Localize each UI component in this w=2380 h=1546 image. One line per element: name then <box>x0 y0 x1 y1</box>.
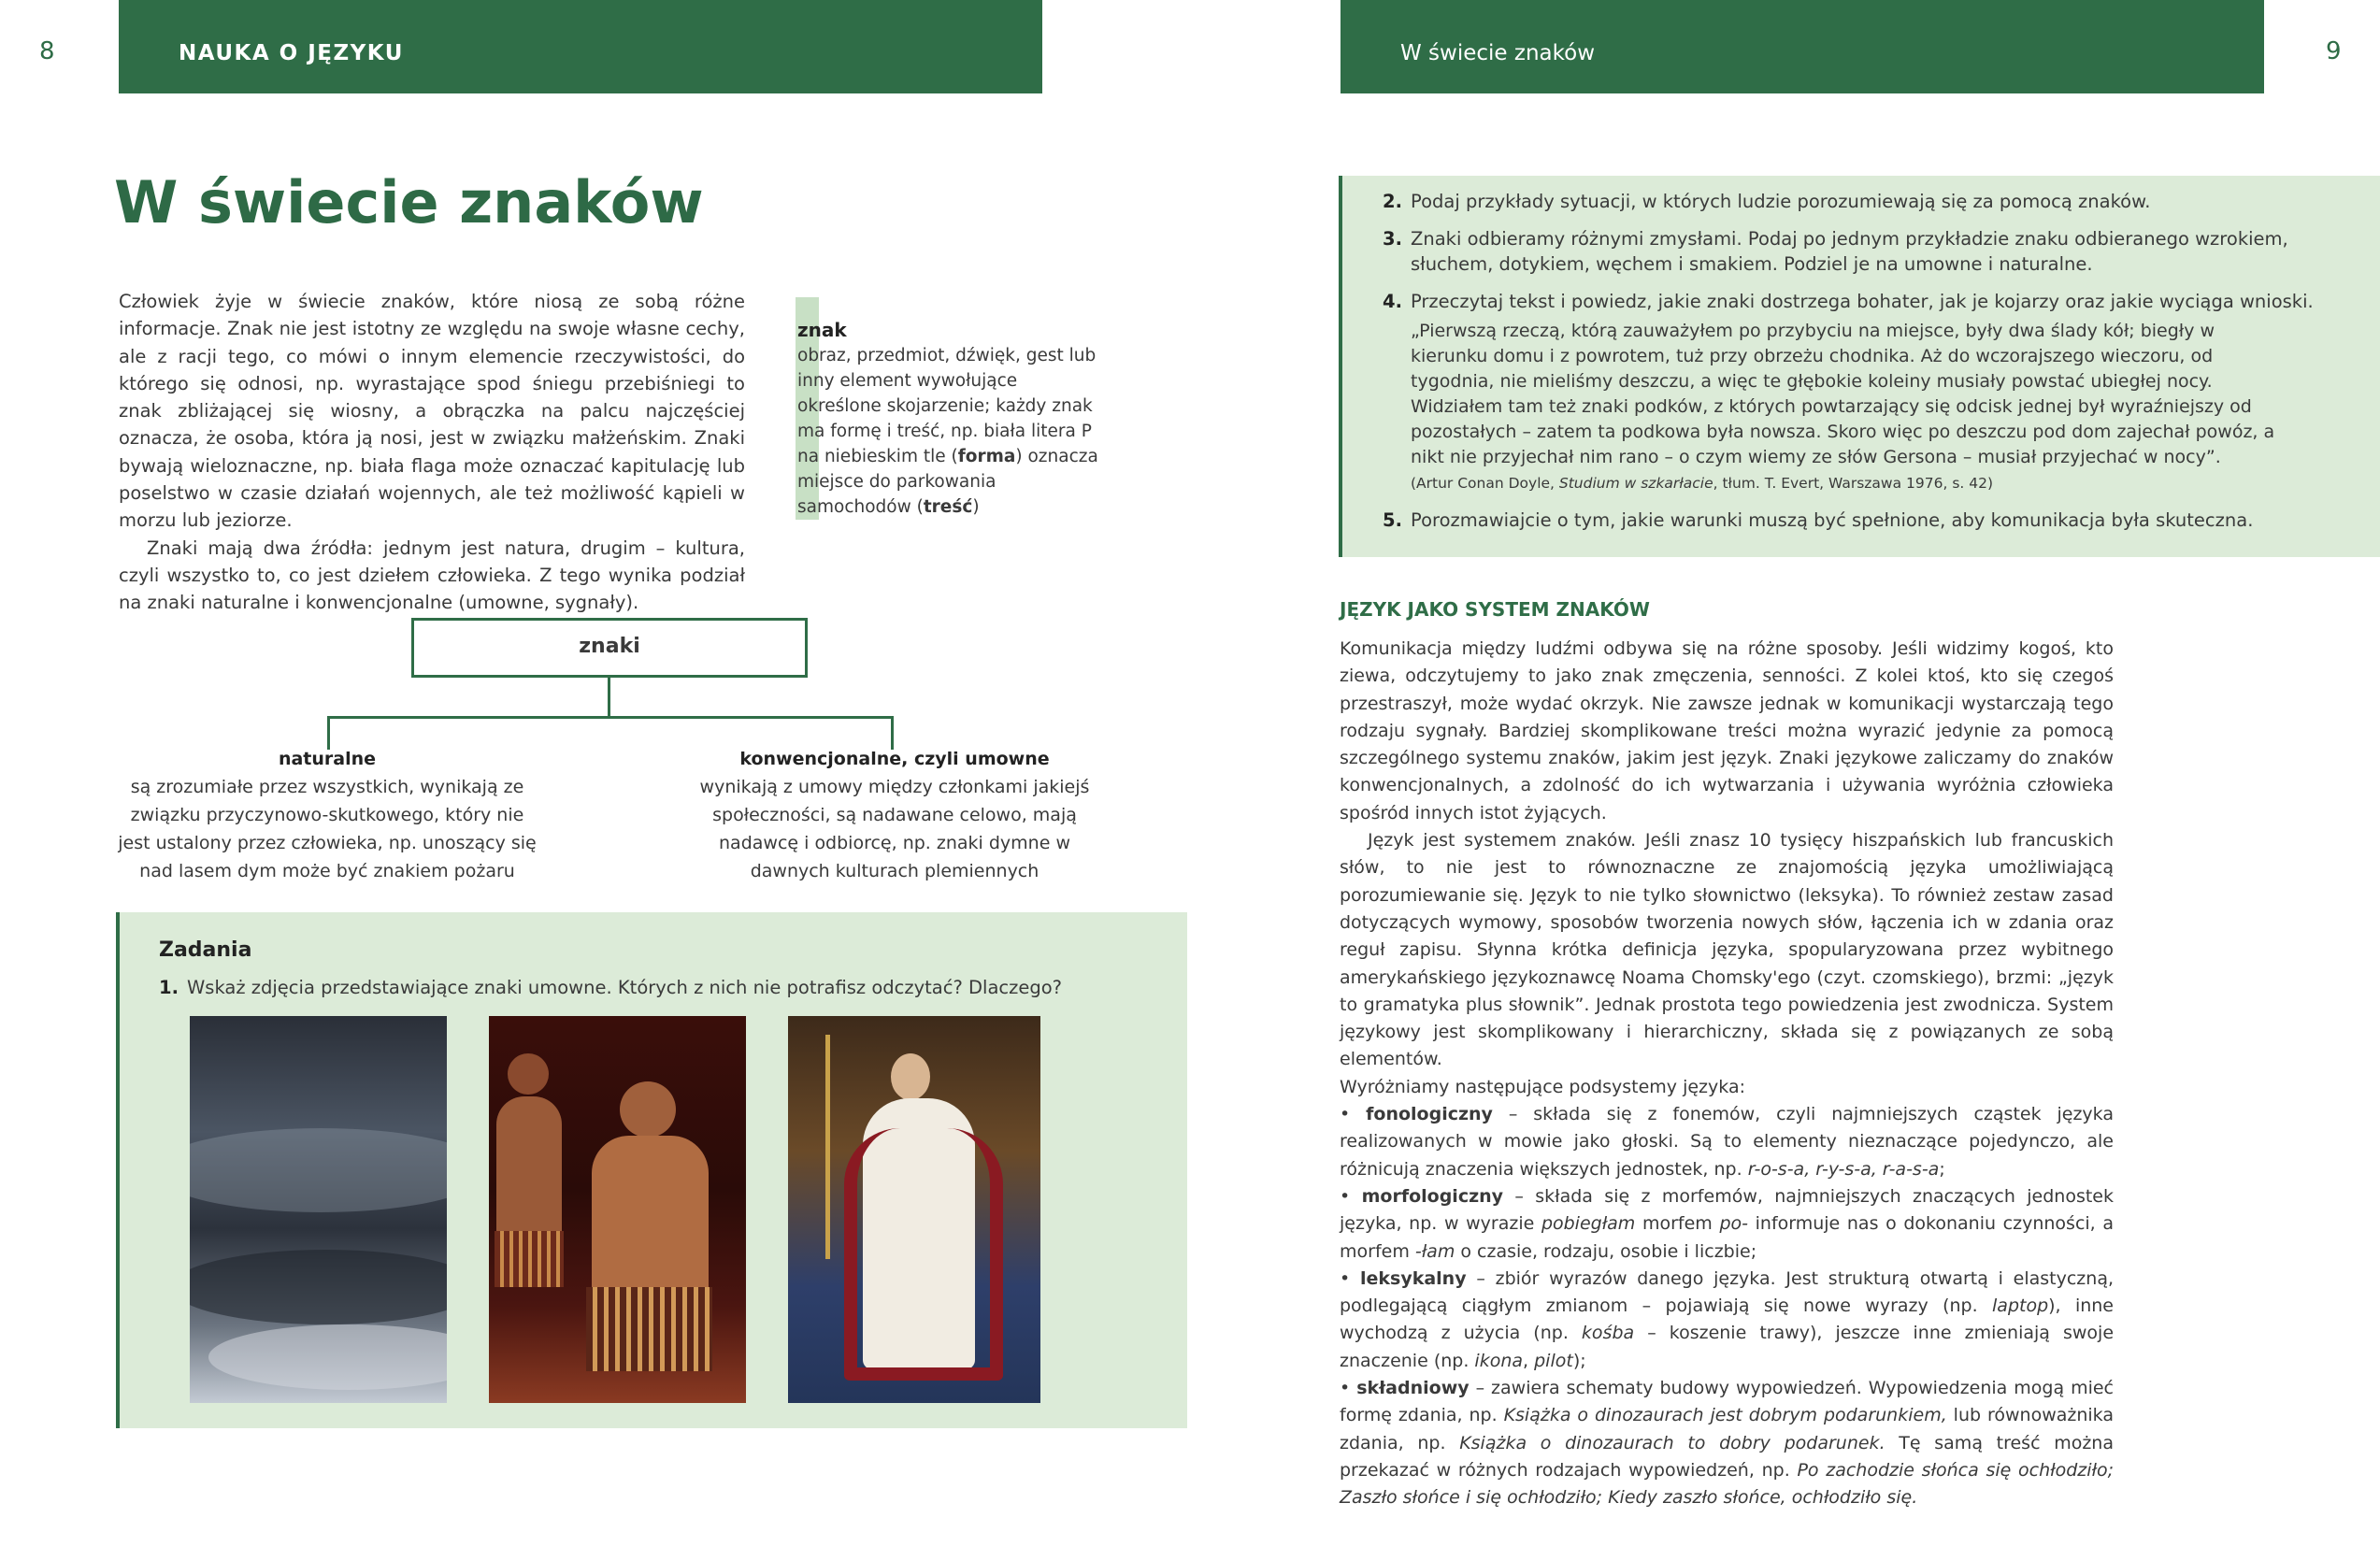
task-1-number: 1. <box>159 977 179 998</box>
tree-connector-vertical <box>608 675 610 717</box>
task-4 <box>1383 289 2317 314</box>
tree-leaf-conventional-title: konwencjonalne, czyli umowne <box>739 749 1050 769</box>
tree-leaf-conventional-text: wynikają z umowy między członkami jakiejś społeczności, są nadawane celowo, mają nadawcę i odbiorcę, np. znaki dymne w dawnych kulturach plemiennych <box>699 777 1090 881</box>
language-paragraph-3: Wyróżniamy następujące podsystemy języka: <box>1340 1076 1745 1097</box>
subsystem-morphological <box>1340 1183 2114 1266</box>
task-5-text: Porozmawiajcie o tym, jakie warunki muszą być spełnione, aby komunikacja była skuteczna. <box>1411 509 2254 531</box>
task-4-number: 4. <box>1383 291 1402 312</box>
subsystem-syntactic-text-b: lub równoważnika zdania, np. <box>1340 1405 2114 1453</box>
language-paragraph-1: Komunikacja między ludźmi odbywa się na różne sposoby. Jeśli widzimy kogoś, kto ziewa, odczytujemy to jako znak zmęczenia, senności. Z kolei ktoś, kto się czegoś przestraszył, może wydać okrzyk. Nie zawsze jednak w komunikacji wystarczają tego rodzaju sygnały. Bardziej skomplikowane treści można wyrazić jedynie za pomocą szczególnego systemu znaków, jakim jest język. Znaki językowe zaliczamy do znaków konwencjonalnych, a zdolność do ich wytwarzania i używania wyróżnia człowieka spośród innych istot żyjących. <box>1340 638 2114 823</box>
subsystem-lexical-text-e: ); <box>1572 1350 1586 1371</box>
subsystem-morphological-text-c: informuje nas o dokonaniu czynności, a morfem <box>1340 1213 2114 1262</box>
bullet: • <box>1340 1378 1351 1399</box>
subsystem-morphological-label: morfologiczny <box>1361 1185 1504 1207</box>
subsystem-phonological-text: – składa się z fonemów, czyli najmniejszych cząstek języka realizowanych w mowie jako głoski. Są to elementy nieznaczące pojedynczo, ale różnicują znaczenia większych jednostek, np. <box>1340 1104 2114 1180</box>
subsystem-lexical-word-4: pilot <box>1534 1350 1573 1371</box>
page-title: W świecie znaków <box>114 168 704 236</box>
intro-paragraph-2: Znaki mają dwa źródła: jednym jest natura, drugim – kultura, czyli wszystko to, co jest dziełem człowieka. Z tego wynika podział na znaki naturalne i konwencjonalne (umowne, sygnały). <box>119 537 745 614</box>
definition-text-3: ) <box>972 497 980 517</box>
subsystem-lexical-word-3: ikona <box>1474 1350 1524 1371</box>
task-4-quote: „Pierwszą rzeczą, którą zauważyłem po przybyciu na miejsce, były dwa ślady kół; biegły w kierunku domu i z powrotem, tuż przy obrzeżu chodnika. Aż do wczorajszego wieczoru, od tygodnia, nie mieliśmy deszczu, a więc te głębokie koleiny musiały powstać ubiegłej nocy. Widziałem tam też znaki podków, z których powtarzający się odcisk jednej był wyraźniejszy od pozostałych – zatem ta podkowa była nowsza. Skoro więc po deszczu pod dom zajechał powóz, a nikt nie przyjechał nim rano – o czym wiemy ze słów Gersona – musiał przyjechać w nocy”. <box>1411 321 2275 467</box>
subsystem-syntactic-example-2: Książka o dinozaurach to dobry podarunek. <box>1459 1432 1885 1453</box>
task-5-number: 5. <box>1383 509 1402 531</box>
intro-paragraph-1: Człowiek żyje w świecie znaków, które niosą ze sobą różne informacje. Znak nie jest istotny ze względu na swoje własne cechy, ale z racji tego, co mówi o innym elemencie rzeczywistości, do którego się odnosi, np. wyrastające spod śniegu przebiśniegi to znak zbliżającej się wiosny, a obrączka na palcu najczęściej oznacza, że osoba, która ją nosi, jest w związku małżeńskim. Znaki bywają wieloznaczne, np. biała flaga może oznaczać kapitulację lub poselstwo w czasie działań wojennych, ale też możliwość kąpieli w morzu lub jeziorze. <box>119 291 745 532</box>
citation-title: Studium w szkarłacie <box>1558 475 1713 492</box>
section-header-left-label: NAUKA O JĘZYKU <box>179 41 404 65</box>
section-header-right-label: W świecie znaków <box>1400 41 1596 65</box>
section-heading-language: JĘZYK JAKO SYSTEM ZNAKÓW <box>1340 598 1650 621</box>
definition-text-1: obraz, przedmiot, dźwięk, gest lub inny element wywołujące określone skojarzenie; każdy znak ma formę i treść, np. biała litera P na niebieskim tle ( <box>797 346 1097 466</box>
tasks-box-bar <box>116 912 120 1428</box>
tree-leaf-natural <box>112 745 542 885</box>
definition-box <box>797 318 1106 520</box>
section-header-left <box>119 0 1042 93</box>
definition-text <box>797 343 1106 520</box>
definition-bold-form: forma <box>957 447 1016 466</box>
definition-bold-content: treść <box>923 497 973 517</box>
task-4-text: Przeczytaj tekst i powiedz, jakie znaki dostrzega bohater, jak je kojarzy oraz jakie wyciąga wnioski. <box>1411 291 2314 312</box>
subsystem-syntactic-text-c: Tę samą treść można przekazać w różnych rodzajach wypowiedzeń, np. <box>1340 1432 2114 1481</box>
subsystem-lexical-text-a: – zbiór wyrazów danego języka. Jest strukturą otwartą i elastyczną, podlegającą ciągłym zmianom – pojawiają się nowe wyrazy (np. <box>1340 1267 2114 1317</box>
task-3 <box>1383 226 2317 277</box>
definition-text-2: ) oznacza miejsce do parkowania samochodów ( <box>797 447 1098 517</box>
subsystem-morphological-morpheme-2: -łam <box>1414 1240 1455 1262</box>
subsystem-syntactic-label: składniowy <box>1356 1378 1470 1399</box>
tree-leaf-conventional <box>680 745 1110 885</box>
photo-napoleon-portrait <box>788 1016 1040 1403</box>
task-3-text: Znaki odbieramy różnymi zmysłami. Podaj po jednym przykładzie znaku odbieranego wzrokiem, słuchem, dotykiem, węchem i smakiem. Podziel je na umowne i naturalne. <box>1411 228 2288 275</box>
tasks-heading: Zadania <box>159 938 252 962</box>
subsystem-lexical-text-c: – koszenie trawy), jeszcze inne zmieniają swoje znaczenie (np. <box>1340 1323 2115 1371</box>
tree-connector-horizontal <box>327 716 894 719</box>
language-system-text <box>1340 636 2114 1512</box>
subsystem-morphological-text-a: – składa się z morfemów, najmniejszych znaczących jednostek języka, np. w wyrazie <box>1340 1185 2114 1235</box>
subsystem-phonological-label: fonologiczny <box>1366 1104 1493 1125</box>
subsystem-morphological-text-b: morfem <box>1635 1213 1720 1235</box>
subsystem-lexical-text-b: ), inne wychodzą z użycia (np. <box>1340 1295 2114 1344</box>
language-paragraph-2: Język jest systemem znaków. Jeśli znasz 10 tysięcy hiszpańskich lub francuskich słów, to nie jest to równoznaczne ze znajomością języka umożliwiającą porozumiewanie się. Język to nie tylko słownictwo (leksyka). To również zestaw zasad dotyczących wymowy, sposobów tworzenia nowych słów, łączenia ich w zdania oraz reguł zapisu. Słynna krótka definicja języka, spopularyzowana przez wybitnego amerykańskiego językoznawcę Noama Chomsky'ego (czyt. czomskiego), brzmi: „język to gramatyka plus słownik”. Jednak prostota tego powiedzenia jest zwodnicza. System językowy jest skomplikowany i hierarchiczny, składa się z powiązanych ze sobą elementów. <box>1340 830 2114 1070</box>
definition-term: znak <box>797 319 847 341</box>
subsystem-lexical <box>1340 1266 2114 1375</box>
subsystem-lexical-word-1: laptop <box>1992 1295 2049 1317</box>
subsystem-syntactic-text-a: – zawiera schematy budowy wypowiedzeń. Wypowiedzenia mogą mieć formę zdania, np. <box>1340 1378 2114 1426</box>
task-1-text: Wskaż zdjęcia przedstawiające znaki umowne. Których z nich nie potrafisz odczytać? Dlaczego? <box>187 977 1063 998</box>
bullet: • <box>1340 1267 1351 1289</box>
task-2-text: Podaj przykłady sytuacji, w których ludzie porozumiewają się za pomocą znaków. <box>1411 191 2151 212</box>
task-5 <box>1383 508 2317 533</box>
tree-root-box: znaki <box>411 618 808 678</box>
subsystem-morphological-word: pobiegłam <box>1541 1213 1636 1235</box>
subsystem-syntactic <box>1340 1375 2114 1511</box>
subsystem-syntactic-example-1: Książka o dinozaurach jest dobrym podarunkiem, <box>1503 1405 1947 1426</box>
tasks-box-continued-bar <box>1339 176 1342 557</box>
photo-maori-dancers <box>489 1016 746 1403</box>
subsystem-phonological <box>1340 1101 2114 1183</box>
page-number-left: 8 <box>39 37 55 65</box>
task-2-number: 2. <box>1383 191 1402 212</box>
citation-details: , tłum. T. Evert, Warszawa 1976, s. 42) <box>1713 475 1994 492</box>
subsystem-morphological-morpheme-1: po- <box>1719 1213 1748 1235</box>
task-1 <box>159 975 1150 1000</box>
bullet: • <box>1340 1185 1351 1207</box>
subsystem-lexical-text-d: , <box>1523 1350 1535 1371</box>
subsystem-phonological-end: ; <box>1939 1158 1945 1180</box>
photo-storm-clouds <box>190 1016 447 1403</box>
subsystem-syntactic-example-3: Po zachodzie słońca się ochłodziło; Zaszło słońce i się ochłodziło; Kiedy zaszło słońce, ochłodziło się. <box>1340 1459 2115 1509</box>
subsystem-lexical-label: leksykalny <box>1359 1267 1467 1289</box>
page-number-right: 9 <box>2326 37 2342 65</box>
subsystem-morphological-text-d: o czasie, rodzaju, osobie i liczbie; <box>1455 1240 1757 1262</box>
task-2 <box>1383 189 2317 214</box>
subsystem-phonological-example: r-o-s-a, r-y-s-a, r-a-s-a <box>1747 1158 1940 1180</box>
tree-leaf-natural-title: naturalne <box>278 749 377 769</box>
section-header-right <box>1341 0 2264 93</box>
subsystem-lexical-word-2: kośba <box>1581 1323 1635 1344</box>
task-3-number: 3. <box>1383 228 1402 250</box>
task-4-citation <box>1411 475 1993 492</box>
bullet: • <box>1340 1104 1351 1125</box>
tree-leaf-natural-text: są zrozumiałe przez wszystkich, wynikają ze związku przyczynowo-skutkowego, który nie jest ustalony przez człowieka, np. unoszący się nad lasem dym może być znakiem pożaru <box>118 777 537 881</box>
intro-text <box>119 288 745 617</box>
citation-author: (Artur Conan Doyle, <box>1411 475 1559 492</box>
